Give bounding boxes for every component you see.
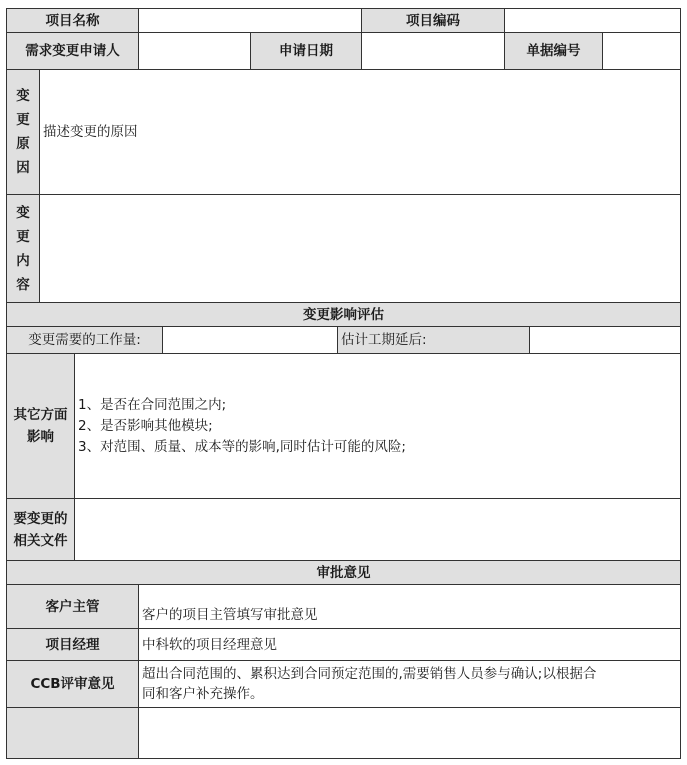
apply-date-label: 申请日期 xyxy=(250,32,362,70)
reason-label xyxy=(6,69,40,195)
delay-label: 估计工期延后: xyxy=(337,326,530,354)
ccb-label: CCB评审意见 xyxy=(6,660,139,708)
reason-label-char: 因 xyxy=(16,160,30,176)
list-item: 3、对范围、质量、成本等的影响,同时估计可能的风险; xyxy=(78,438,406,455)
content-label-char: 更 xyxy=(16,228,30,245)
doc-no-label: 单据编号 xyxy=(504,32,603,70)
other-impact-label xyxy=(6,353,75,499)
workload-label: 变更需要的工作量: xyxy=(6,326,163,354)
reason-label-char: 原 xyxy=(16,136,30,152)
requester-label: 需求变更申请人 xyxy=(6,32,139,70)
reason-label-char: 更 xyxy=(16,112,30,128)
reason-text[interactable]: 描述变更的原因 xyxy=(39,69,681,195)
related-files-value[interactable] xyxy=(74,498,681,561)
related-files-label-line2: 相关文件 xyxy=(13,532,68,549)
content-label-char: 容 xyxy=(16,276,30,293)
content-label-char: 内 xyxy=(16,252,30,269)
other-impact-label-line1: 其它方面 xyxy=(13,407,68,423)
requester-value[interactable] xyxy=(138,32,251,70)
reason-label-char: 变 xyxy=(16,88,30,104)
project-manager-label: 项目经理 xyxy=(6,628,139,661)
project-code-value[interactable] xyxy=(504,8,681,33)
ccb-text-line1: 超出合同范围的、累积达到合同预定范围的,需要销售人员参与确认;以根据合 xyxy=(142,666,597,682)
apply-date-value[interactable] xyxy=(361,32,505,70)
other-impact-text[interactable] xyxy=(74,353,681,499)
list-item: 1、是否在合同范围之内; xyxy=(78,396,227,413)
content-value[interactable] xyxy=(39,194,681,303)
workload-value[interactable] xyxy=(162,326,338,354)
extra-label xyxy=(6,707,139,759)
list-item: 2、是否影响其他模块; xyxy=(78,417,213,434)
customer-manager-label: 客户主管 xyxy=(6,584,139,629)
project-code-label: 项目编码 xyxy=(361,8,505,33)
related-files-label xyxy=(6,498,75,561)
impact-section-title: 变更影响评估 xyxy=(6,302,681,327)
project-name-value[interactable] xyxy=(138,8,362,33)
customer-manager-text[interactable]: 客户的项目主管填写审批意见 xyxy=(138,584,681,629)
doc-no-value[interactable] xyxy=(602,32,681,70)
content-label xyxy=(6,194,40,303)
project-manager-text[interactable]: 中科软的项目经理意见 xyxy=(138,628,681,661)
ccb-text-line2: 同和客户补充操作。 xyxy=(142,686,264,702)
related-files-label-line1: 要变更的 xyxy=(13,510,68,527)
project-name-label: 项目名称 xyxy=(6,8,139,33)
approval-section-title: 审批意见 xyxy=(6,560,681,585)
content-label-char: 变 xyxy=(16,204,30,221)
other-impact-label-line2: 影响 xyxy=(27,429,54,445)
extra-value[interactable] xyxy=(138,707,681,759)
ccb-text[interactable] xyxy=(138,660,681,708)
delay-value[interactable] xyxy=(529,326,681,354)
